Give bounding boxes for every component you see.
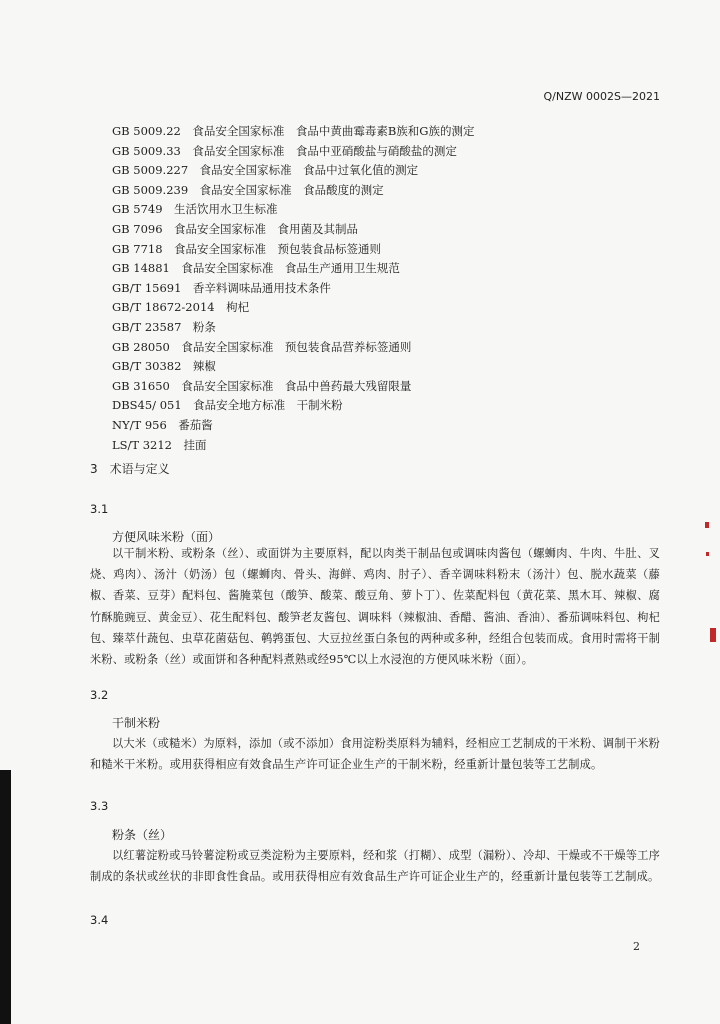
reference-item: GB/T 18672-2014 枸杞 <box>112 300 250 315</box>
reference-item: GB/T 30382 辣椒 <box>112 359 216 374</box>
reference-item: GB 7718 食品安全国家标准 预包装食品标签通则 <box>112 241 382 256</box>
reference-item: GB 28050 食品安全国家标准 预包装食品营养标签通则 <box>112 339 412 354</box>
reference-item: DBS45/ 051 食品安全地方标准 干制米粉 <box>112 398 343 413</box>
clause-number: 3.2 <box>90 688 109 702</box>
reference-item: GB 5009.33 食品安全国家标准 食品中亚硝酸盐与硝酸盐的测定 <box>112 143 457 158</box>
page-number: 2 <box>633 940 640 953</box>
reference-item: LS/T 3212 挂面 <box>112 437 207 452</box>
document-code: Q/NZW 0002S—2021 <box>543 90 660 103</box>
reference-item: GB 5009.239 食品安全国家标准 食品酸度的测定 <box>112 182 384 197</box>
clause-number: 3.3 <box>90 799 109 813</box>
reference-item: GB 5749 生活饮用水卫生标准 <box>112 202 278 217</box>
term-heading: 粉条（丝） <box>112 828 173 842</box>
reference-item: GB 14881 食品安全国家标准 食品生产通用卫生规范 <box>112 261 400 276</box>
reference-item: GB 31650 食品安全国家标准 食品中兽药最大残留限量 <box>112 378 412 393</box>
clause-number: 3.1 <box>90 502 109 516</box>
reference-item: NY/T 956 番茄酱 <box>112 417 213 432</box>
section-title: 3 术语与定义 <box>90 462 170 476</box>
scan-red-mark <box>706 552 709 556</box>
scan-red-mark <box>710 628 716 642</box>
term-definition: 以大米（或糙米）为原料，添加（或不添加）食用淀粉类原料为辅料，经相应工艺制成的干米粉、调制干米粉和糙米干米粉。或用获得相应有效食品生产许可证企业生产的干制米粉，经重新计量包装等工艺制成。 <box>90 737 660 772</box>
reference-item: GB 7096 食品安全国家标准 食用菌及其制品 <box>112 221 359 236</box>
term-definition: 以红薯淀粉或马铃薯淀粉或豆类淀粉为主要原料，经和浆（打糊）、成型（漏粉）、冷却、干燥或不干燥等工序制成的条状或丝状的非即食性食品。或用获得相应有效食品生产许可证企业生产的，经重新计量包装等工艺制成。 <box>90 849 660 884</box>
term-definition: 以干制米粉、或粉条（丝）、或面饼为主要原料，配以肉类干制品包或调味肉酱包（螺蛳肉、牛肉、牛肚、叉烧、鸡肉）、汤汁（奶汤）包（螺蛳肉、骨头、海鲜、鸡肉、肘子）、香辛调味料粉末（汤汁）包、脱水蔬菜（藤椒、香菜、豆芽）配料包、酱腌菜包（酸笋、酸菜、酸豆角、萝卜丁）、佐菜配料包（黄花菜、黑木耳、辣椒、腐竹酥脆豌豆、黄金豆）、花生配料包、酸笋老友酱包、调味料（辣椒油、香醋、酱油、香油）、番茄调味料包、枸杞包、臻萃什蔬包、虫草花菌菇包、鹌鹑蛋包、大豆拉丝蛋白条包的两种或多种，经组合包装而成。食用时需将干制米粉、或粉条（丝）或面饼和各种配料煮熟或经95℃以上水浸泡的方便风味米粉（面）。 <box>90 547 660 667</box>
term-heading: 方便风味米粉（面） <box>112 530 221 544</box>
reference-item: GB 5009.22 食品安全国家标准 食品中黄曲霉毒素B族和G族的测定 <box>112 124 475 138</box>
reference-item: GB/T 15691 香辛料调味品通用技术条件 <box>112 280 331 295</box>
clause-number: 3.4 <box>90 913 109 927</box>
term-heading: 干制米粉 <box>112 716 161 730</box>
reference-item: GB 5009.227 食品安全国家标准 食品中过氧化值的测定 <box>112 163 419 178</box>
normative-references-list <box>112 122 672 455</box>
scan-red-mark <box>705 522 709 528</box>
scan-edge-shadow <box>0 770 11 1024</box>
reference-item: GB/T 23587 粉条 <box>112 319 216 334</box>
